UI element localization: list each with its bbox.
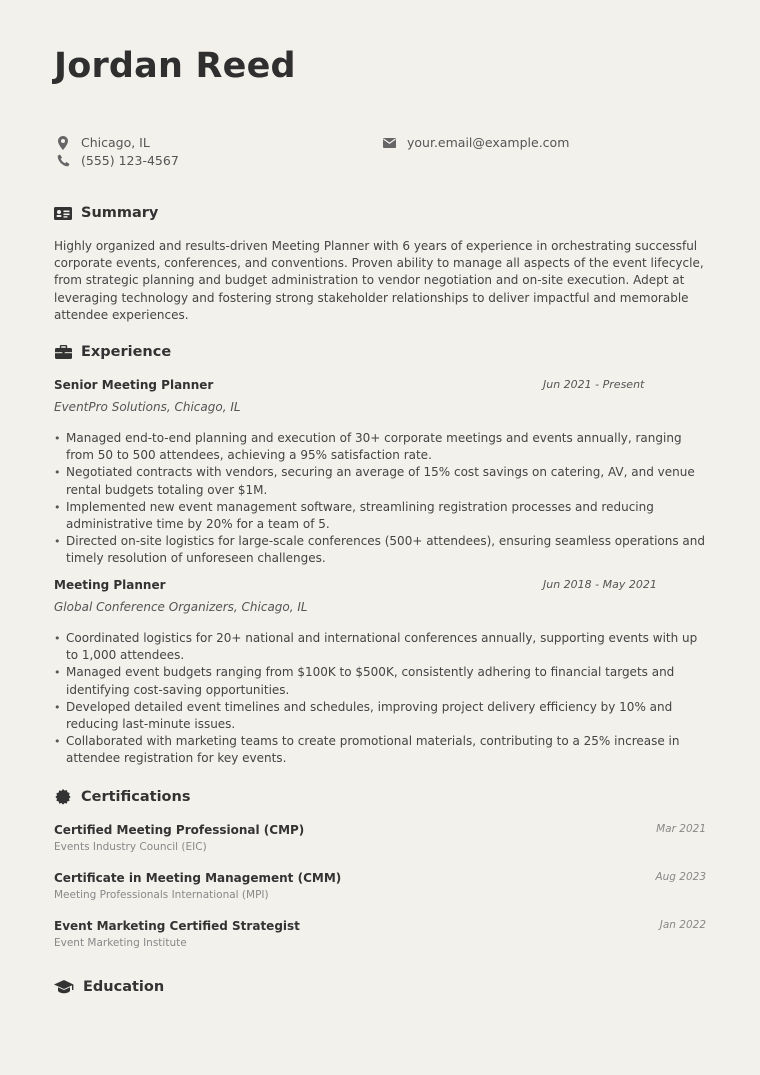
- summary-heading-text: Summary: [81, 205, 159, 221]
- job-bullets: [54, 630, 706, 768]
- badge-icon: [54, 789, 72, 805]
- id-card-icon: [54, 205, 72, 221]
- cert-name: Event Marketing Certified Strategist: [54, 919, 300, 933]
- contact-location: [54, 135, 150, 150]
- list-item: • Directed on-site logistics for large-scale conferences (500+ attendees), ensuring seamless operations and timely resolution of unforeseen challenges.: [54, 533, 706, 567]
- graduation-cap-icon: [54, 979, 74, 995]
- email-text[interactable]: your.email@example.com: [407, 135, 570, 150]
- job-company: EventPro Solutions, Chicago, IL: [54, 400, 241, 414]
- contact-phone: [54, 153, 179, 168]
- candidate-name: Jordan Reed: [54, 46, 296, 86]
- cert-name: Certified Meeting Professional (CMP): [54, 823, 305, 837]
- phone-text: (555) 123-4567: [81, 153, 179, 168]
- job-date: Jun 2018 - May 2021: [543, 578, 657, 591]
- map-pin-icon: [54, 136, 72, 150]
- phone-icon: [54, 154, 72, 168]
- summary-paragraph: Highly organized and results-driven Meeting Planner with 6 years of experience in orchestrating successful corporate events, conferences, and conventions. Proven ability to manage all aspects of the event lifecycle, from strategic planning and budget administration to vendor negotiation and on-site execution. Adept at leveraging technology and fostering strong stakeholder relationships to deliver impactful and memorable attendee experiences.: [54, 239, 704, 322]
- cert-issuer: Event Marketing Institute: [54, 937, 187, 949]
- summary-heading: [54, 205, 158, 221]
- cert-date: Aug 2023: [655, 871, 706, 883]
- cert-date: Jan 2022: [659, 919, 706, 931]
- experience-heading-text: Experience: [81, 344, 172, 360]
- envelope-icon: [380, 136, 398, 150]
- list-item: • Developed detailed event timelines and schedules, improving project delivery efficiency by 10% and reducing last-minute issues.: [54, 699, 706, 733]
- job-bullets: [54, 430, 706, 568]
- experience-heading: [54, 344, 171, 360]
- education-heading: [54, 979, 164, 995]
- list-item: • Managed end-to-end planning and execution of 30+ corporate meetings and events annually, ranging from 50 to 500 attendees, achieving a 95% satisfaction rate.: [54, 430, 706, 464]
- education-heading-text: Education: [83, 979, 165, 995]
- list-item: • Implemented new event management software, streamlining registration processes and reducing administrative time by 20% for a team of 5.: [54, 499, 706, 533]
- location-text: Chicago, IL: [81, 135, 150, 150]
- cert-issuer: Meeting Professionals International (MPI): [54, 889, 269, 901]
- cert-date: Mar 2021: [656, 823, 706, 835]
- contact-email[interactable]: [380, 135, 569, 150]
- cert-name: Certificate in Meeting Management (CMM): [54, 871, 342, 885]
- list-item: • Negotiated contracts with vendors, securing an average of 15% cost savings on catering, AV, and venue rental budgets totaling over $1M.: [54, 464, 706, 498]
- job-title: Meeting Planner: [54, 578, 166, 592]
- list-item: • Collaborated with marketing teams to create promotional materials, contributing to a 25% increase in attendee registration for key events.: [54, 733, 706, 767]
- certifications-heading: [54, 789, 190, 805]
- job-date: Jun 2021 - Present: [543, 378, 645, 391]
- job-title: Senior Meeting Planner: [54, 378, 214, 392]
- cert-issuer: Events Industry Council (EIC): [54, 841, 207, 853]
- list-item: • Managed event budgets ranging from $100K to $500K, consistently adhering to financial targets and identifying cost-saving opportunities.: [54, 664, 706, 698]
- certifications-heading-text: Certifications: [81, 789, 191, 805]
- list-item: • Coordinated logistics for 20+ national and international conferences annually, supporting events with up to 1,000 attendees.: [54, 630, 706, 664]
- briefcase-icon: [54, 344, 72, 360]
- job-company: Global Conference Organizers, Chicago, IL: [54, 600, 308, 614]
